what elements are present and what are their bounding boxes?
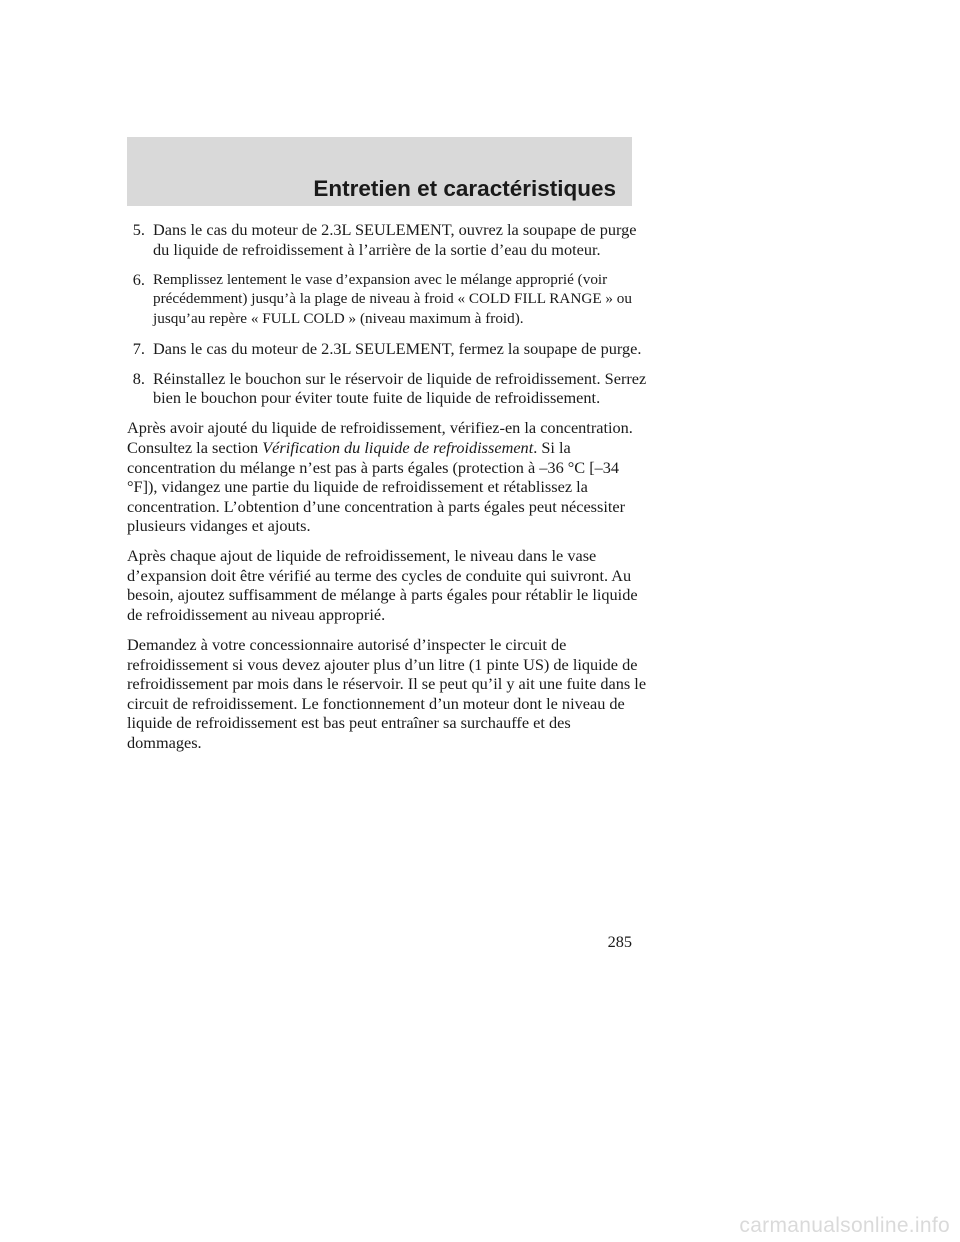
paragraph-concentration	[127, 418, 647, 536]
step-item-6	[127, 270, 647, 329]
step-item-7	[127, 339, 647, 359]
step-number: 5.	[132, 220, 145, 239]
step-item-8	[127, 369, 647, 408]
section-header-band	[127, 137, 632, 206]
page-content	[127, 220, 647, 763]
step-number: 6.	[132, 269, 145, 289]
paragraph-dealer-inspection: Demandez à votre concessionnaire autorisé d’inspecter le circuit de refroidissement si vous devez ajouter plus d’un litre (1 pinte US) de liquide de refroidissement par mois dans le réservoir. Il se peut qu’il y ait une fuite dans le circuit de refroidissement. Le fonctionnement d’un moteur dont le niveau de liquide de refroidissement est bas peut entraîner sa surchauffe et des dommages.	[127, 635, 647, 752]
watermark: carmanualsonline.info	[739, 1214, 950, 1237]
paragraph-text: Après avoir ajouté du liquide de refroidissement, vérifiez-en la concentration. Consultez la section	[127, 418, 633, 457]
step-number: 8.	[132, 368, 145, 388]
page-number: 285	[607, 932, 632, 951]
step-text: Dans le cas du moteur de 2.3L SEULEMENT, fermez la soupape de purge.	[153, 338, 642, 358]
paragraph-level-check: Après chaque ajout de liquide de refroidissement, le niveau dans le vase d’expansion doit être vérifié au terme des cycles de conduite qui suivront. Au besoin, ajoutez suffisamment de mélange à parts égales pour rétablir le liquide de refroidissement au niveau approprié.	[127, 546, 638, 625]
paragraph-text: . Si la concentration du mélange n’est pas à parts égales (protection à –36 °C [–34 °F]), vidangez une partie du liquide de refroidissement et rétablissez la concentration. L’obtention d’une concentration à parts égales peut nécessiter plusieurs vidanges et ajouts.	[127, 437, 626, 536]
section-reference: Vérification du liquide de refroidissement	[262, 437, 534, 457]
section-title: Entretien et caractéristiques	[313, 176, 616, 201]
step-text: Réinstallez le bouchon sur le réservoir de liquide de refroidissement. Serrez bien le bouchon pour éviter toute fuite de liquide de refroidissement.	[153, 368, 647, 408]
step-item-5	[127, 220, 647, 259]
step-number: 7.	[132, 338, 145, 358]
step-text: Dans le cas du moteur de 2.3L SEULEMENT, ouvrez la soupape de purge du liquide de refroidissement à l’arrière de la sortie d’eau du moteur.	[153, 220, 637, 259]
step-text: Remplissez lentement le vase d’expansion avec le mélange approprié (voir précédemment) jusqu’à la plage de niveau à froid « COLD FILL RANGE » ou jusqu’au repère « FULL COLD » (niveau maximum à froid).	[153, 270, 632, 327]
